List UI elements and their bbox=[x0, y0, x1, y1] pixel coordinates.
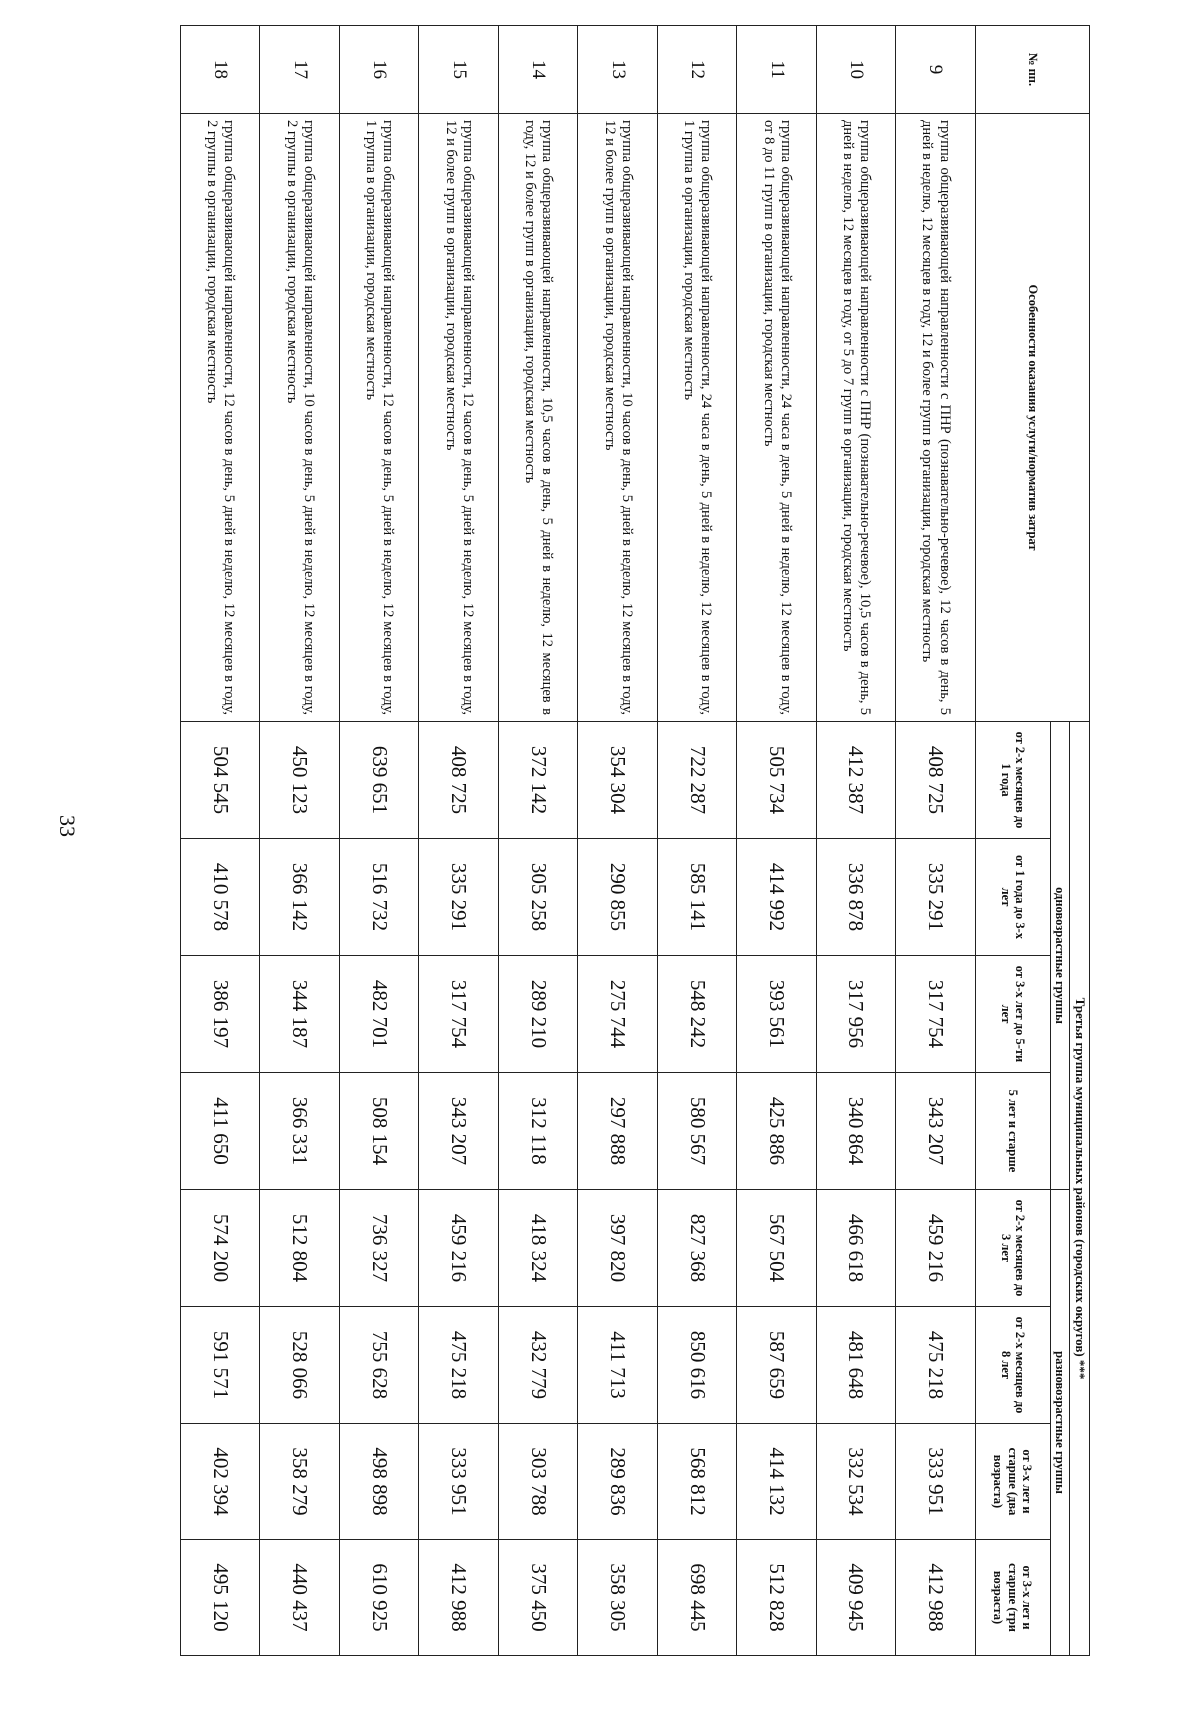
value-cell: 305 258 bbox=[498, 839, 577, 956]
header-col-8: от 3-х лет и старше (три возраста) bbox=[975, 1540, 1050, 1656]
value-cell: 587 659 bbox=[737, 1307, 816, 1424]
value-cell: 450 123 bbox=[260, 722, 339, 839]
value-cell: 505 734 bbox=[737, 722, 816, 839]
value-cell: 414 992 bbox=[737, 839, 816, 956]
header-col-3: от 3-х лет до 5-ти лет bbox=[975, 956, 1050, 1073]
row-description: группа общеразвивающей направленности, 10 часов в день, 5 дней в неделю, 12 месяцев в году, 12 и более групп в организации, городская местность bbox=[578, 114, 657, 722]
value-cell: 508 154 bbox=[339, 1073, 418, 1190]
value-cell: 568 812 bbox=[657, 1424, 736, 1540]
row-description: группа общеразвивающей направленности с ПНР (познавательно-речевое), 12 часов в день, 5 дней в неделю, 12 месяцев в году, 12 и более групп в организации, городская местность bbox=[896, 114, 975, 722]
table-row bbox=[896, 26, 975, 1656]
value-cell: 343 207 bbox=[896, 1073, 975, 1190]
value-cell: 409 945 bbox=[816, 1540, 895, 1656]
value-cell: 585 141 bbox=[657, 839, 736, 956]
table-row bbox=[419, 26, 498, 1656]
row-number: 17 bbox=[260, 26, 339, 114]
value-cell: 333 951 bbox=[419, 1424, 498, 1540]
header-col-4: 5 лет и старше bbox=[975, 1073, 1050, 1190]
value-cell: 639 651 bbox=[339, 722, 418, 839]
row-number: 14 bbox=[498, 26, 577, 114]
value-cell: 290 855 bbox=[578, 839, 657, 956]
table-row bbox=[339, 26, 418, 1656]
header-col-6: от 2-х месяцев до 8 лет bbox=[975, 1307, 1050, 1424]
value-cell: 574 200 bbox=[181, 1190, 260, 1307]
value-cell: 722 287 bbox=[657, 722, 736, 839]
header-col-7: от 3-х лет и старше (два возраста) bbox=[975, 1424, 1050, 1540]
value-cell: 414 132 bbox=[737, 1424, 816, 1540]
value-cell: 317 754 bbox=[896, 956, 975, 1073]
table-row bbox=[816, 26, 895, 1656]
value-cell: 411 713 bbox=[578, 1307, 657, 1424]
value-cell: 303 788 bbox=[498, 1424, 577, 1540]
value-cell: 333 951 bbox=[896, 1424, 975, 1540]
value-cell: 432 779 bbox=[498, 1307, 577, 1424]
value-cell: 459 216 bbox=[896, 1190, 975, 1307]
value-cell: 591 571 bbox=[181, 1307, 260, 1424]
value-cell: 375 450 bbox=[498, 1540, 577, 1656]
value-cell: 343 207 bbox=[419, 1073, 498, 1190]
value-cell: 354 304 bbox=[578, 722, 657, 839]
value-cell: 475 218 bbox=[896, 1307, 975, 1424]
page-number: 33 bbox=[55, 815, 80, 837]
value-cell: 440 437 bbox=[260, 1540, 339, 1656]
value-cell: 289 836 bbox=[578, 1424, 657, 1540]
value-cell: 459 216 bbox=[419, 1190, 498, 1307]
row-number: 13 bbox=[578, 26, 657, 114]
value-cell: 317 754 bbox=[419, 956, 498, 1073]
value-cell: 850 616 bbox=[657, 1307, 736, 1424]
value-cell: 610 925 bbox=[339, 1540, 418, 1656]
row-number: 18 bbox=[181, 26, 260, 114]
value-cell: 411 650 bbox=[181, 1073, 260, 1190]
table-body bbox=[181, 26, 976, 1656]
row-number: 16 bbox=[339, 26, 418, 114]
value-cell: 410 578 bbox=[181, 839, 260, 956]
table-row bbox=[737, 26, 816, 1656]
value-cell: 475 218 bbox=[419, 1307, 498, 1424]
row-description: группа общеразвивающей направленности, 10,5 часов в день, 5 дней в неделю, 12 месяцев в году, 12 и более групп в организации, городская местность bbox=[498, 114, 577, 722]
table-row bbox=[657, 26, 736, 1656]
value-cell: 466 618 bbox=[816, 1190, 895, 1307]
value-cell: 580 567 bbox=[657, 1073, 736, 1190]
value-cell: 412 988 bbox=[896, 1540, 975, 1656]
row-number: 9 bbox=[896, 26, 975, 114]
header-single-age: одновозрастные группы bbox=[1050, 722, 1069, 1190]
header-description: Особенности оказания услуги/норматив затрат bbox=[975, 114, 1089, 722]
row-description: группа общеразвивающей направленности, 24 часа в день, 5 дней в неделю, 12 месяцев в году, 1 группа в организации, городская местность bbox=[657, 114, 736, 722]
row-number: 10 bbox=[816, 26, 895, 114]
row-description: группа общеразвивающей направленности, 12 часов в день, 5 дней в неделю, 12 месяцев в году, 1 группа в организации, городская местность bbox=[339, 114, 418, 722]
value-cell: 335 291 bbox=[419, 839, 498, 956]
value-cell: 332 534 bbox=[816, 1424, 895, 1540]
value-cell: 397 820 bbox=[578, 1190, 657, 1307]
row-number: 15 bbox=[419, 26, 498, 114]
value-cell: 516 732 bbox=[339, 839, 418, 956]
value-cell: 312 118 bbox=[498, 1073, 577, 1190]
value-cell: 358 305 bbox=[578, 1540, 657, 1656]
value-cell: 402 394 bbox=[181, 1424, 260, 1540]
value-cell: 698 445 bbox=[657, 1540, 736, 1656]
value-cell: 567 504 bbox=[737, 1190, 816, 1307]
row-number: 12 bbox=[657, 26, 736, 114]
value-cell: 495 120 bbox=[181, 1540, 260, 1656]
header-no: № пп. bbox=[975, 26, 1089, 114]
table-row bbox=[181, 26, 260, 1656]
value-cell: 344 187 bbox=[260, 956, 339, 1073]
value-cell: 289 210 bbox=[498, 956, 577, 1073]
value-cell: 372 142 bbox=[498, 722, 577, 839]
value-cell: 498 898 bbox=[339, 1424, 418, 1540]
rotated-page bbox=[180, 25, 1090, 1655]
value-cell: 512 828 bbox=[737, 1540, 816, 1656]
value-cell: 358 279 bbox=[260, 1424, 339, 1540]
table-row bbox=[578, 26, 657, 1656]
row-description: группа общеразвивающей направленности, 10 часов в день, 5 дней в неделю, 12 месяцев в году, 2 группы в организации, городская местность bbox=[260, 114, 339, 722]
row-description: группа общеразвивающей направленности с ПНР (познавательно-речевое), 10,5 часов в день, 5 дней в неделю, 12 месяцев в году, от 5 до 7 групп в организации, городская местность bbox=[816, 114, 895, 722]
header-group-title: Третья группа муниципальных районов (городских округов) *** bbox=[1070, 722, 1090, 1656]
value-cell: 481 648 bbox=[816, 1307, 895, 1424]
value-cell: 418 324 bbox=[498, 1190, 577, 1307]
value-cell: 827 368 bbox=[657, 1190, 736, 1307]
header-col-5: от 2-х месяцев до 3 лет bbox=[975, 1190, 1050, 1307]
table-row bbox=[498, 26, 577, 1656]
value-cell: 408 725 bbox=[896, 722, 975, 839]
value-cell: 297 888 bbox=[578, 1073, 657, 1190]
value-cell: 736 327 bbox=[339, 1190, 418, 1307]
row-description: группа общеразвивающей направленности, 12 часов в день, 5 дней в неделю, 12 месяцев в году, 12 и более групп в организации, городская местность bbox=[419, 114, 498, 722]
value-cell: 425 886 bbox=[737, 1073, 816, 1190]
value-cell: 393 561 bbox=[737, 956, 816, 1073]
norms-table bbox=[180, 25, 1090, 1656]
value-cell: 366 331 bbox=[260, 1073, 339, 1190]
table-row bbox=[260, 26, 339, 1656]
value-cell: 412 988 bbox=[419, 1540, 498, 1656]
value-cell: 336 878 bbox=[816, 839, 895, 956]
value-cell: 512 804 bbox=[260, 1190, 339, 1307]
value-cell: 366 142 bbox=[260, 839, 339, 956]
header-col-1: от 2-х месяцев до 1 года bbox=[975, 722, 1050, 839]
value-cell: 335 291 bbox=[896, 839, 975, 956]
value-cell: 482 701 bbox=[339, 956, 418, 1073]
value-cell: 275 744 bbox=[578, 956, 657, 1073]
value-cell: 340 864 bbox=[816, 1073, 895, 1190]
value-cell: 504 545 bbox=[181, 722, 260, 839]
value-cell: 408 725 bbox=[419, 722, 498, 839]
header-col-2: от 1 года до 3-х лет bbox=[975, 839, 1050, 956]
value-cell: 528 066 bbox=[260, 1307, 339, 1424]
row-number: 11 bbox=[737, 26, 816, 114]
value-cell: 412 387 bbox=[816, 722, 895, 839]
value-cell: 317 956 bbox=[816, 956, 895, 1073]
value-cell: 755 628 bbox=[339, 1307, 418, 1424]
value-cell: 548 242 bbox=[657, 956, 736, 1073]
row-description: группа общеразвивающей направленности, 12 часов в день, 5 дней в неделю, 12 месяцев в году, 2 группы в организации, городская местность bbox=[181, 114, 260, 722]
value-cell: 386 197 bbox=[181, 956, 260, 1073]
row-description: группа общеразвивающей направленности, 24 часа в день, 5 дней в неделю, 12 месяцев в году, от 8 до 11 групп в организации, городская местность bbox=[737, 114, 816, 722]
header-mixed-age: разновозрастные группы bbox=[1050, 1190, 1069, 1656]
